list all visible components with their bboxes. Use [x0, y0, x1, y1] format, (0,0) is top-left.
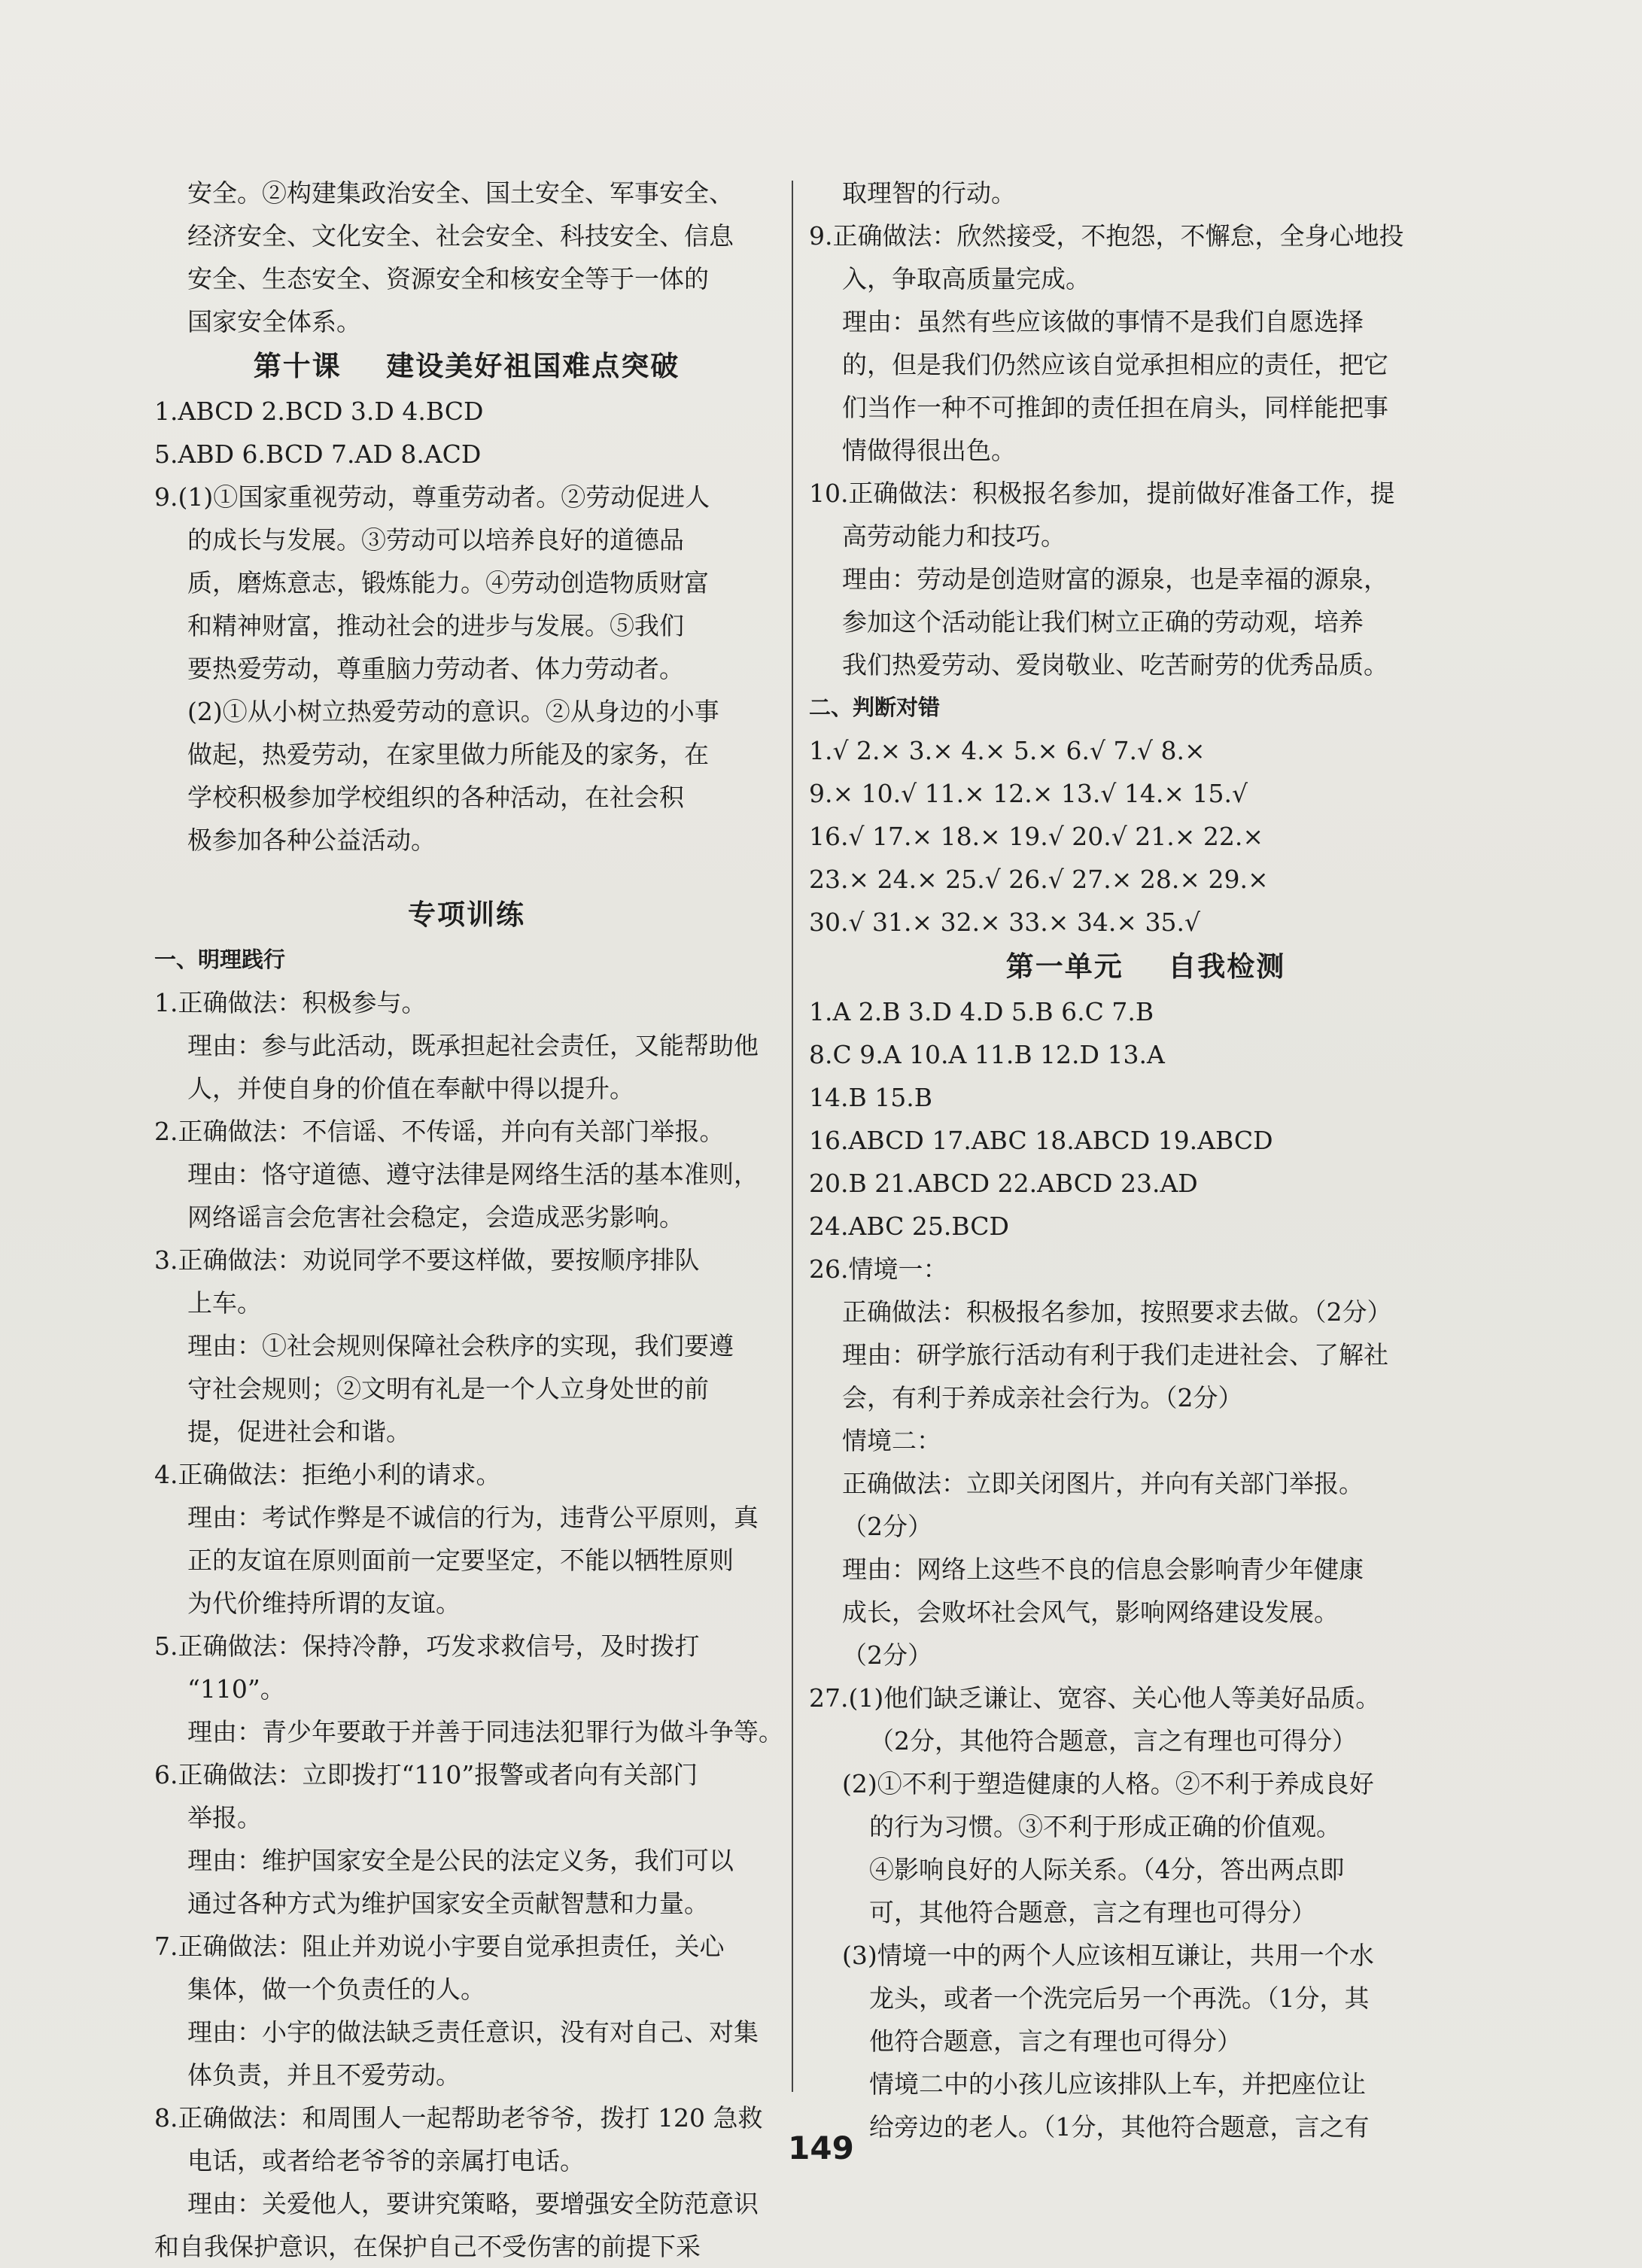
- answer-line: 举报。: [187, 1803, 262, 1832]
- column-divider: [792, 181, 793, 2092]
- answer-line: 2.正确做法：不信谣、不传谣，并向有关部门举报。: [154, 1117, 725, 1146]
- answer-line: 理由：维护国家安全是公民的法定义务，我们可以: [187, 1846, 734, 1875]
- answer-line: ④影响良好的人际关系。（4分，答出两点即: [869, 1855, 1345, 1884]
- answer-line: 参加这个活动能让我们树立正确的劳动观，培养: [842, 607, 1364, 637]
- answer-line: (2)①不利于塑造健康的人格。②不利于养成良好: [842, 1769, 1374, 1798]
- answer-line: 理由：考试作弊是不诚信的行为，违背公平原则，真: [187, 1503, 759, 1532]
- answer-line: 理由：参与此活动，既承担起社会责任，又能帮助他: [187, 1031, 759, 1060]
- answer-line: 27.(1)他们缺乏谦让、宽容、关心他人等美好品质。: [809, 1683, 1381, 1713]
- answer-line: 理由：劳动是创造财富的源泉，也是幸福的源泉，: [842, 564, 1388, 594]
- answer-line: 的，但是我们仍然应该自觉承担相应的责任，把它: [842, 350, 1388, 379]
- text-line: 国家安全体系。: [187, 307, 361, 336]
- answer-line: 16.ABCD 17.ABC 18.ABCD 19.ABCD: [809, 1126, 1273, 1155]
- answer-line: 8.C 9.A 10.A 11.B 12.D 13.A: [809, 1040, 1165, 1069]
- answer-line: 4.正确做法：拒绝小利的请求。: [154, 1460, 501, 1489]
- answer-line: 10.正确做法：积极报名参加，提前做好准备工作，提: [809, 479, 1395, 508]
- answer-line: 9.正确做法：欣然接受，不抱怨，不懈怠，全身心地投: [809, 221, 1404, 251]
- answer-line: 1.正确做法：积极参与。: [154, 988, 427, 1017]
- answer-line: 24.ABC 25.BCD: [809, 1212, 1009, 1241]
- answer-line: 人，并使自身的价值在奉献中得以提升。: [187, 1074, 634, 1103]
- answer-line: 极参加各种公益活动。: [187, 825, 436, 855]
- answer-line: 们当作一种不可推卸的责任担在肩头，同样能把事: [842, 393, 1388, 422]
- answer-line: 情做得很出色。: [842, 436, 1016, 465]
- true-false-line: 1.√ 2.× 3.× 4.× 5.× 6.√ 7.√ 8.×: [809, 736, 1206, 765]
- answer-line: 给旁边的老人。（1分，其他符合题意，言之有: [869, 2112, 1370, 2142]
- answer-line: 3.正确做法：劝说同学不要这样做，要按顺序排队: [154, 1245, 700, 1275]
- answer-line: 理由：网络上这些不良的信息会影响青少年健康: [842, 1555, 1364, 1584]
- answer-line: 入，争取高质量完成。: [842, 264, 1090, 293]
- answer-line: 14.B 15.B: [809, 1083, 932, 1112]
- lesson10-heading: 第十课 建设美好祖国难点突破: [253, 350, 680, 382]
- text-line: 安全、生态安全、资源安全和核安全等于一体的: [187, 264, 709, 293]
- answer-line: 1.ABCD 2.BCD 3.D 4.BCD: [154, 397, 484, 426]
- section-title: 一、明理践行: [154, 947, 286, 972]
- true-false-line: 23.× 24.× 25.√ 26.√ 27.× 28.× 29.×: [809, 865, 1269, 894]
- answer-line: 守社会规则；②文明有礼是一个人立身处世的前: [187, 1374, 709, 1403]
- true-false-line: 30.√ 31.× 32.× 33.× 34.× 35.√: [809, 908, 1200, 937]
- answer-line: (2)①从小树立热爱劳动的意识。②从身边的小事: [187, 697, 719, 726]
- answer-line: （2分）: [842, 1512, 932, 1541]
- answer-line: 9.(1)①国家重视劳动，尊重劳动者。②劳动促进人: [154, 482, 710, 512]
- answer-line: 网络谣言会危害社会稳定，会造成恶劣影响。: [187, 1202, 684, 1232]
- answer-line: “110”。: [187, 1674, 285, 1704]
- answer-line: 理由：恪守道德、遵守法律是网络生活的基本准则，: [187, 1160, 759, 1189]
- answer-line: 26.情境一：: [809, 1254, 948, 1284]
- answer-line: 5.ABD 6.BCD 7.AD 8.ACD: [154, 439, 482, 469]
- left-column: [154, 172, 783, 2268]
- text-line: 经济安全、文化安全、社会安全、科技安全、信息: [187, 221, 734, 251]
- answer-line: 上车。: [187, 1288, 262, 1318]
- answer-line: 理由：虽然有些应该做的事情不是我们自愿选择: [842, 307, 1364, 336]
- answer-line: 6.正确做法：立即拨打“110”报警或者向有关部门: [154, 1760, 698, 1789]
- answer-line: 集体，做一个负责任的人。: [187, 1975, 485, 2004]
- answer-line: 成长，会败坏社会风气，影响网络建设发展。: [842, 1598, 1339, 1627]
- answer-line: 提，促进社会和谐。: [187, 1417, 411, 1446]
- answer-line: 7.正确做法：阻止并劝说小宇要自觉承担责任，关心: [154, 1932, 725, 1961]
- answer-line: 龙头，或者一个洗完后另一个再洗。（1分，其: [869, 1984, 1370, 2013]
- answer-line: 电话，或者给老爷爷的亲属打电话。: [187, 2146, 585, 2175]
- answer-line: 通过各种方式为维护国家安全贡献智慧和力量。: [187, 1889, 709, 1918]
- answer-line: 和自我保护意识，在保护自己不受伤害的前提下采: [154, 2232, 701, 2261]
- special-training-heading: 专项训练: [408, 898, 525, 931]
- answer-line: （2分，其他符合题意，言之有理也可得分）: [869, 1726, 1357, 1756]
- answer-line: 情境二中的小孩儿应该排队上车，并把座位让: [869, 2069, 1366, 2099]
- answer-line: 的成长与发展。③劳动可以培养良好的道德品: [187, 525, 684, 555]
- answer-line: 8.正确做法：和周围人一起帮助老爷爷，拨打 120 急救: [154, 2103, 763, 2133]
- text-line: 安全。②构建集政治安全、国土安全、军事安全、: [187, 178, 734, 208]
- answer-line: 5.正确做法：保持冷静，巧发求救信号，及时拨打: [154, 1631, 700, 1661]
- answer-line: 高劳动能力和技巧。: [842, 521, 1066, 551]
- answer-line: 情境二：: [842, 1426, 941, 1455]
- answer-line: 理由：小宇的做法缺乏责任意识，没有对自己、对集: [187, 2017, 759, 2047]
- answer-line: 理由：①社会规则保障社会秩序的实现，我们要遵: [187, 1331, 734, 1360]
- answer-line: 会，有利于养成亲社会行为。（2分）: [842, 1383, 1243, 1412]
- answer-line: (3)情境一中的两个人应该相互谦让，共用一个水: [842, 1941, 1374, 1970]
- true-false-line: 16.√ 17.× 18.× 19.√ 20.√ 21.× 22.×: [809, 822, 1263, 851]
- answer-line: 理由：研学旅行活动有利于我们走进社会、了解社: [842, 1340, 1388, 1370]
- answer-line: 和精神财富，推动社会的进步与发展。⑤我们: [187, 611, 684, 640]
- answer-line: 他符合题意，言之有理也可得分）: [869, 2026, 1242, 2056]
- answer-line: 做起，热爱劳动，在家里做力所能及的家务，在: [187, 740, 709, 769]
- answer-line: 正确做法：立即关闭图片，并向有关部门举报。: [842, 1469, 1364, 1498]
- answer-line: 20.B 21.ABCD 22.ABCD 23.AD: [809, 1169, 1198, 1198]
- answer-line: 要热爱劳动，尊重脑力劳动者、体力劳动者。: [187, 654, 684, 683]
- answer-line: 为代价维持所谓的友谊。: [187, 1589, 461, 1618]
- true-false-line: 9.× 10.√ 11.× 12.× 13.√ 14.× 15.√: [809, 779, 1248, 808]
- answer-line: 的行为习惯。③不利于形成正确的价值观。: [869, 1812, 1341, 1841]
- answer-line: 理由：青少年要敢于并善于同违法犯罪行为做斗争等。: [187, 1717, 783, 1747]
- answer-line: 取理智的行动。: [842, 178, 1016, 208]
- answer-line: 我们热爱劳动、爱岗敬业、吃苦耐劳的优秀品质。: [842, 650, 1388, 679]
- unit1-heading: 第一单元 自我检测: [1005, 950, 1286, 983]
- answer-line: 可，其他符合题意，言之有理也可得分）: [869, 1898, 1316, 1927]
- answer-line: 质，磨炼意志，锻炼能力。④劳动创造物质财富: [187, 568, 709, 597]
- answer-line: 正的友谊在原则面前一定要坚定，不能以牺牲原则: [187, 1546, 734, 1575]
- answer-line: 理由：关爱他人，要讲究策略，要增强安全防范意识: [187, 2189, 759, 2218]
- section-title: 二、判断对错: [809, 695, 941, 720]
- answer-line: 体负责，并且不爱劳动。: [187, 2060, 461, 2090]
- answer-line: 1.A 2.B 3.D 4.D 5.B 6.C 7.B: [809, 997, 1154, 1026]
- right-column: [809, 172, 1482, 2148]
- answer-line: 正确做法：积极报名参加，按照要求去做。（2分）: [842, 1297, 1392, 1327]
- answer-line: 学校积极参加学校组织的各种活动，在社会积: [187, 783, 684, 812]
- answer-line: （2分）: [842, 1640, 932, 1670]
- page-number: 149: [788, 2130, 854, 2166]
